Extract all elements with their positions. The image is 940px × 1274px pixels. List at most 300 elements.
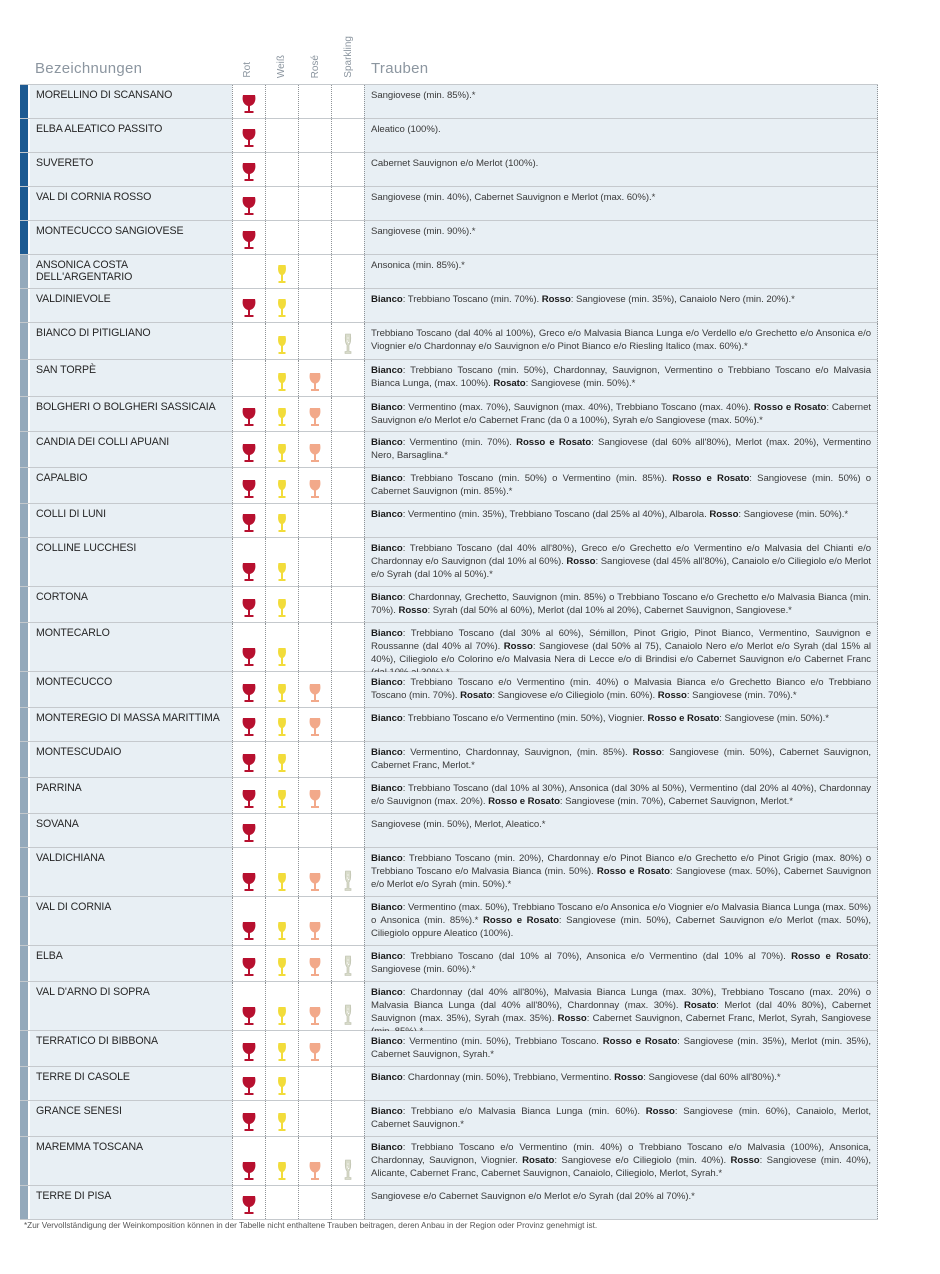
red-column-label: Rot (242, 62, 253, 78)
white-column-label: Weiß (276, 54, 287, 78)
wine-type-label: Rosso e Rosato (602, 1036, 678, 1047)
white-wine-cell (265, 623, 298, 671)
grape-text: : Sangiovese (min. 50%).* (525, 378, 636, 389)
rose-wine-cell (298, 468, 331, 503)
sparkling-wine-cell (331, 538, 364, 586)
grapes-description (364, 946, 878, 981)
white-wine-cell (265, 432, 298, 467)
grape-text: : Chardonnay (min. 50%), Trebbiano, Vermentino. (402, 1072, 615, 1083)
grape-text: : Trebbiano Toscano (dal 10% al 30%), Ansonica (dal 30% al 50%), Vermentino (dal 20% al 40%), Chardonnay e/o Sauvignon (max. 20%). (371, 783, 871, 807)
designation-name: VALDICHIANA (30, 848, 232, 896)
red-wine-cell (232, 672, 265, 707)
table-row (20, 119, 878, 153)
grape-text: : Trebbiano Toscano (dal 30% al 60%), Sémillon, Pinot Grigio, Pinot Bianco, Vermentino, Sauvignon e Roussanne (dal 40% al 70%). (371, 628, 871, 652)
sparkling-wine-cell (331, 432, 364, 467)
wine-type-label: Rosso e Rosato (753, 402, 827, 413)
rose-wine-cell (298, 897, 331, 945)
docg-category-bar (20, 221, 28, 254)
sparkling-wine-cell (331, 623, 364, 671)
red-wine-cell (232, 1137, 265, 1185)
table-row (20, 778, 878, 814)
grape-text: : Sangiovese (min. 35%), Merlot (min. 35%), Cabernet Sauvignon, Syrah.* (371, 1036, 872, 1060)
doc-category-bar (20, 504, 28, 537)
grape-text: : Sangiovese (min. 40%), Alicante, Cabernet Franc, Cabernet Sauvignon, Canaiolo, Ciliegiolo, Merlot, Syrah.* (371, 1155, 871, 1179)
white-wine-cell (265, 1137, 298, 1185)
designation-name: MONTECUCCO (30, 672, 232, 707)
rose-wine-cell (298, 289, 331, 322)
wine-type-label: Bianco (371, 592, 403, 603)
grape-text: : Trebbiano Toscano (min. 50%), Chardonnay, Sauvignon, Vermentino o Trebbiano Toscano e/o Malvasia Bianca Lunga, (max. 100%). (371, 365, 871, 389)
grape-text: : Sangiovese (min. 50%) o Cabernet Sauvignon (min. 85%).* (371, 473, 871, 497)
rose-wine-glass-icon (308, 479, 322, 499)
grape-text: : Chardonnay (dal 40% all'80%), Malvasia Bianca Lunga (max. 30%), Trebbiano Toscano (max. 20%) o Malvasia Bianca Lunga (dal 40% all'80%), Chardonnay (max. 30%). (371, 987, 871, 1011)
wine-type-label: Bianco (371, 437, 403, 448)
red-wine-cell (232, 538, 265, 586)
red-wine-cell (232, 1067, 265, 1100)
doc-category-bar (20, 1067, 28, 1100)
wine-type-label: Rosso e Rosato (596, 866, 670, 877)
sparkling-wine-cell (331, 982, 364, 1030)
designation-name: ANSONICA COSTA DELL'ARGENTARIO (30, 255, 232, 288)
wine-type-label: Rosato (522, 1155, 555, 1166)
red-wine-cell (232, 360, 265, 396)
doc-category-bar (20, 1101, 28, 1136)
grapes-description (364, 814, 878, 847)
designation-name: VAL DI CORNIA ROSSO (30, 187, 232, 220)
rose-wine-cell (298, 153, 331, 186)
doc-category-bar (20, 1186, 28, 1219)
designation-name: CANDIA DEI COLLI APUANI (30, 432, 232, 467)
red-wine-glass-icon (241, 562, 257, 582)
red-wine-cell (232, 778, 265, 813)
grape-text: Sangiovese (min. 85%).* (371, 90, 476, 101)
white-wine-glass-icon (276, 1006, 288, 1026)
grapes-description (364, 504, 878, 537)
red-wine-cell (232, 187, 265, 220)
rose-wine-cell (298, 814, 331, 847)
grapes-description (364, 85, 878, 118)
table-row (20, 85, 878, 119)
rose-wine-glass-icon (308, 1006, 322, 1026)
grape-text: : Trebbiano Toscano (min. 20%), Chardonnay e/o Pinot Bianco e/o Grechetto e/o Pinot Grigio (max. 80%) o Trebbiano Toscano e/o Malvasia Bianca (min. 50%). (371, 853, 871, 877)
red-wine-glass-icon (241, 921, 257, 941)
white-wine-cell (265, 504, 298, 537)
white-wine-cell (265, 848, 298, 896)
red-wine-cell (232, 708, 265, 741)
grape-text: Trebbiano Toscano (dal 40% al 100%), Greco e/o Malvasia Bianca Lunga e/o Verdello e/o Grechetto e/o Ansonica e/o Viognier e/o Chardonnay e/o Sauvignon e/o Pinot Bianco e/o Riesling Italico (max. 60%).* (371, 328, 871, 352)
red-wine-glass-icon (241, 823, 257, 843)
wine-type-label: Rosso (645, 1106, 675, 1117)
sparkling-wine-cell (331, 289, 364, 322)
rose-wine-glass-icon (308, 1161, 322, 1181)
wine-type-label: Bianco (371, 747, 403, 758)
white-wine-glass-icon (276, 683, 288, 703)
grapes-description (364, 432, 878, 467)
grape-text: : Vermentino, Chardonnay, Sauvignon, (min. 85%). (402, 747, 633, 758)
rose-wine-cell (298, 1186, 331, 1219)
docg-category-bar (20, 119, 28, 152)
red-wine-glass-icon (241, 1195, 257, 1215)
sparkling-wine-cell (331, 778, 364, 813)
designations-heading: Bezeichnungen (35, 60, 143, 77)
designation-name: BOLGHERI O BOLGHERI SASSICAIA (30, 397, 232, 431)
grape-text: Sangiovese (min. 90%).* (371, 226, 476, 237)
sparkling-wine-cell (331, 221, 364, 254)
grape-text: : Sangiovese (min. 70%).* (686, 690, 797, 701)
rose-wine-cell (298, 672, 331, 707)
designation-name: MORELLINO DI SCANSANO (30, 85, 232, 118)
wine-type-label: Bianco (371, 853, 403, 864)
white-wine-glass-icon (276, 921, 288, 941)
sparkling-wine-cell (331, 1186, 364, 1219)
sparkling-wine-cell (331, 897, 364, 945)
grapes-description (364, 187, 878, 220)
wine-type-label: Bianco (371, 951, 403, 962)
white-wine-cell (265, 85, 298, 118)
wine-type-label: Rosso e Rosato (791, 951, 869, 962)
table-row (20, 946, 878, 982)
red-wine-cell (232, 1186, 265, 1219)
grapes-description (364, 1101, 878, 1136)
doc-category-bar (20, 1137, 28, 1185)
sparkling-wine-cell (331, 397, 364, 431)
red-wine-cell (232, 85, 265, 118)
sparkling-wine-cell (331, 1101, 364, 1136)
grape-text: : Chardonnay, Grechetto, Sauvignon (min. 85%) o Trebbiano Toscano e/o Grechetto e/o Malvasia Bianca (min. 70%). (371, 592, 871, 616)
grape-text: : Sangiovese (dal 50% al 75), Canaiolo Nero e/o Merlot e/o Syrah (dal 15% al 40%), Ciliegiolo e/o Colorino e/o Malvasia Nera di Lecce e/o di Brindisi e/o Cabernet Sauvignon e/o Cabernet Franc (371, 641, 871, 665)
white-wine-cell (265, 1186, 298, 1219)
red-wine-cell (232, 897, 265, 945)
table-row (20, 848, 878, 897)
grapes-description (364, 538, 878, 586)
wine-type-label: Rosso (632, 747, 662, 758)
designation-name: MONTECARLO (30, 623, 232, 671)
designation-name: SOVANA (30, 814, 232, 847)
rose-wine-glass-icon (308, 443, 322, 463)
wine-type-label: Rosato (683, 1000, 717, 1011)
rose-wine-cell (298, 1137, 331, 1185)
red-wine-cell (232, 397, 265, 431)
table-row (20, 742, 878, 778)
sparkling-wine-glass-icon (343, 1159, 353, 1181)
grape-text: : Sangiovese (min. 60%), Canaiolo, Merlot, Cabernet Sauvignon.* (371, 1106, 871, 1130)
table-row (20, 708, 878, 742)
sparkling-wine-cell (331, 468, 364, 503)
table-row (20, 360, 878, 397)
white-wine-glass-icon (276, 407, 288, 427)
doc-category-bar (20, 587, 28, 622)
grapes-description (364, 153, 878, 186)
table-row (20, 897, 878, 946)
doc-category-bar (20, 742, 28, 777)
designation-name: PARRINA (30, 778, 232, 813)
grapes-description (364, 323, 878, 359)
grapes-description (364, 468, 878, 503)
grape-text: : Vermentino (min. 35%), Trebbiano Toscano (dal 25% al 40%), Albarola. (402, 509, 710, 520)
wine-type-label: Bianco (371, 509, 403, 520)
sparkling-wine-cell (331, 946, 364, 981)
designation-name: ELBA (30, 946, 232, 981)
grapes-description (364, 397, 878, 431)
table-row (20, 1031, 878, 1067)
wine-type-label: Bianco (371, 1106, 403, 1117)
wine-type-label: Bianco (371, 713, 403, 724)
grape-text: : Sangiovese e/o Ciliegiolo (min. 60%). (492, 690, 658, 701)
grape-text: Ansonica (min. 85%).* (371, 260, 465, 271)
grape-text: : Sangiovese (dal 60% all'80%), Merlot (max. 20%), Vermentino Nero, Barsaglina.* (371, 437, 871, 461)
sparkling-wine-cell (331, 187, 364, 220)
designation-name: SAN TORPÈ (30, 360, 232, 396)
wine-type-label: Rosso e Rosato (672, 473, 750, 484)
table-header (20, 30, 878, 84)
grape-text: : Cabernet Sauvignon e/o Merlot e/o Cabernet Franc (da 0 a 100%), Syrah e/o Sangiovese (max. 50%).* (371, 402, 871, 426)
grape-text: : Trebbiano Toscano (dal 10% al 70%), Ansonica e/o Vermentino (dal 10% al 70%). (402, 951, 792, 962)
white-wine-cell (265, 255, 298, 288)
sparkling-wine-cell (331, 360, 364, 396)
grape-text: : Trebbiano Toscano (dal 40% all'80%), Greco e/o Grechetto e/o Vermentino e/o Malvasia del Chianti e/o Chardonnay e/o Sauvignon (dal 10% al 60%). (371, 543, 871, 567)
sparkling-wine-cell (331, 153, 364, 186)
white-wine-cell (265, 153, 298, 186)
doc-category-bar (20, 814, 28, 847)
white-wine-cell (265, 119, 298, 152)
rose-wine-cell (298, 982, 331, 1030)
wine-table-sheet (20, 30, 878, 1220)
grape-text: : Cabernet Sauvignon, Cabernet Franc, Merlot, Syrah, Sangiovese (586, 1013, 871, 1024)
red-wine-glass-icon (241, 789, 257, 809)
wine-type-label: Bianco (371, 543, 403, 554)
wine-type-label: Bianco (371, 902, 403, 913)
grapes-description (364, 623, 878, 671)
white-wine-glass-icon (276, 372, 288, 392)
rose-wine-glass-icon (308, 789, 322, 809)
doc-category-bar (20, 538, 28, 586)
table-row (20, 538, 878, 587)
sparkling-wine-cell (331, 708, 364, 741)
designation-name: CAPALBIO (30, 468, 232, 503)
wine-type-label: Bianco (371, 1072, 403, 1083)
grape-text: : Sangiovese (dal 45% all'80%), Canaiolo e/o Ciliegiolo e/o Merlot e/o Syrah (dal 10% al 50%).* (371, 556, 871, 580)
wine-type-label: Bianco (371, 473, 403, 484)
doc-category-bar (20, 778, 28, 813)
white-wine-glass-icon (276, 957, 288, 977)
rose-wine-cell (298, 187, 331, 220)
red-wine-cell (232, 432, 265, 467)
grapes-description (364, 742, 878, 777)
sparkling-wine-cell (331, 119, 364, 152)
red-wine-cell (232, 323, 265, 359)
red-wine-glass-icon (241, 872, 257, 892)
table-row (20, 153, 878, 187)
doc-category-bar (20, 672, 28, 707)
doc-category-bar (20, 708, 28, 741)
designation-name: ELBA ALEATICO PASSITO (30, 119, 232, 152)
red-wine-cell (232, 119, 265, 152)
table-row (20, 187, 878, 221)
wine-type-label: Bianco (371, 365, 403, 376)
wine-type-label: Rosso (657, 690, 687, 701)
sparkling-wine-cell (331, 1137, 364, 1185)
sparkling-wine-glass-icon (343, 1004, 353, 1026)
grapes-description (364, 1031, 878, 1066)
wine-type-label: Rosso (709, 509, 739, 520)
sparkling-wine-glass-icon (343, 955, 353, 977)
rose-wine-cell (298, 538, 331, 586)
rose-wine-cell (298, 1101, 331, 1136)
white-wine-glass-icon (276, 1112, 288, 1132)
wine-type-label: Rosato (493, 378, 526, 389)
rose-wine-glass-icon (308, 372, 322, 392)
white-wine-cell (265, 814, 298, 847)
wine-type-label: Rosso (398, 605, 428, 616)
docg-category-bar (20, 187, 28, 220)
red-wine-glass-icon (241, 753, 257, 773)
white-wine-cell (265, 468, 298, 503)
rose-wine-cell (298, 1067, 331, 1100)
grape-text: : Vermentino (min. 50%), Trebbiano Toscano. (402, 1036, 603, 1047)
rose-wine-glass-icon (308, 717, 322, 737)
wine-type-label: Rosso (614, 1072, 644, 1083)
white-wine-glass-icon (276, 789, 288, 809)
grape-text: : Sangiovese (dal 60% all'80%).* (643, 1072, 781, 1083)
doc-category-bar (20, 397, 28, 431)
rose-wine-cell (298, 587, 331, 622)
doc-category-bar (20, 360, 28, 396)
sparkling-wine-cell (331, 742, 364, 777)
doc-category-bar (20, 468, 28, 503)
wine-type-label: Bianco (371, 628, 403, 639)
grapes-description (364, 778, 878, 813)
designation-name: TERRATICO DI BIBBONA (30, 1031, 232, 1066)
doc-category-bar (20, 897, 28, 945)
rose-wine-cell (298, 1031, 331, 1066)
grapes-description (364, 587, 878, 622)
doc-category-bar (20, 323, 28, 359)
sparkling-column-label: Sparkling (343, 36, 354, 78)
grape-text: : Vermentino (min. 70%). (402, 437, 517, 448)
grape-text: : Syrah (dal 50% al 60%), Merlot (dal 10% al 20%), Cabernet Sauvignon, Sangiovese.* (427, 605, 792, 616)
red-wine-cell (232, 255, 265, 288)
red-wine-cell (232, 1101, 265, 1136)
docg-category-bar (20, 85, 28, 118)
docg-category-bar (20, 153, 28, 186)
table-row (20, 504, 878, 538)
designation-name: TERRE DI CASOLE (30, 1067, 232, 1100)
grapes-description (364, 1186, 878, 1219)
rose-wine-cell (298, 432, 331, 467)
designation-name: COLLI DI LUNI (30, 504, 232, 537)
designation-name: COLLINE LUCCHESI (30, 538, 232, 586)
rose-wine-cell (298, 946, 331, 981)
white-wine-cell (265, 587, 298, 622)
rose-wine-cell (298, 742, 331, 777)
white-wine-glass-icon (276, 298, 288, 318)
grape-text: : Trebbiano Toscano e/o Vermentino (min. 40%) o Malvasia Bianca e/o Grechetto Bianco e/o Trebbiano Toscano (min. 70%). (371, 677, 871, 701)
designation-name: MONTESCUDAIO (30, 742, 232, 777)
white-wine-glass-icon (276, 872, 288, 892)
white-wine-glass-icon (276, 264, 288, 284)
designation-name: SUVERETO (30, 153, 232, 186)
grapes-description (364, 708, 878, 741)
grapes-description (364, 119, 878, 152)
wine-type-label: Rosso e Rosato (516, 437, 592, 448)
table-row (20, 323, 878, 360)
grape-text: : Sangiovese (min. 70%), Cabernet Sauvignon, Merlot.* (559, 796, 793, 807)
grape-text: : Sangiovese (max. 50%), Cabernet Sauvignon e/o Merlot e/o Syrah (min. 50%).* (371, 866, 871, 890)
wine-type-label: Bianco (371, 294, 403, 305)
table-row (20, 255, 878, 289)
wine-type-label: Bianco (371, 1142, 403, 1153)
red-wine-cell (232, 587, 265, 622)
grapes-description (364, 221, 878, 254)
table-row (20, 587, 878, 623)
sparkling-wine-cell (331, 323, 364, 359)
wine-type-label: Rosso e Rosato (488, 796, 560, 807)
red-wine-glass-icon (241, 1076, 257, 1096)
grapes-description (364, 848, 878, 896)
red-wine-cell (232, 946, 265, 981)
wine-type-label: Rosato (460, 690, 493, 701)
sparkling-wine-cell (331, 255, 364, 288)
grape-text: : Trebbiano Toscano e/o Vermentino (min. 50%), Viognier. (402, 713, 648, 724)
wine-type-label: Bianco (371, 1036, 403, 1047)
grape-text: : Trebbiano e/o Malvasia Bianca Lunga (min. 60%). (402, 1106, 646, 1117)
table-row (20, 397, 878, 432)
red-wine-glass-icon (241, 717, 257, 737)
white-wine-cell (265, 1031, 298, 1066)
grape-text: Cabernet Sauvignon e/o Merlot (100%). (371, 158, 539, 169)
rose-wine-cell (298, 397, 331, 431)
red-wine-glass-icon (241, 407, 257, 427)
red-wine-cell (232, 623, 265, 671)
wine-type-label: Rosso (566, 556, 596, 567)
table-row (20, 1137, 878, 1186)
wine-table (20, 84, 878, 1220)
white-wine-cell (265, 672, 298, 707)
white-wine-cell (265, 289, 298, 322)
grape-text: : Vermentino (max. 70%), Sauvignon (max. 40%), Trebbiano Toscano (max. 40%). (402, 402, 754, 413)
red-wine-glass-icon (241, 94, 257, 114)
red-wine-glass-icon (241, 128, 257, 148)
red-wine-glass-icon (241, 196, 257, 216)
grape-text: : Sangiovese e/o Ciliegiolo (min. 40%). (554, 1155, 731, 1166)
wine-type-label: Bianco (371, 402, 403, 413)
wine-type-label: Rosso (503, 641, 533, 652)
grape-text: : Sangiovese (min. 60%).* (371, 951, 871, 975)
doc-category-bar (20, 1031, 28, 1066)
grape-text: : Trebbiano Toscano (min. 50%) o Vermentino (min. 85%). (402, 473, 673, 484)
red-wine-glass-icon (241, 1112, 257, 1132)
white-wine-glass-icon (276, 562, 288, 582)
wine-type-label: Rosso e Rosato (647, 713, 720, 724)
table-row (20, 468, 878, 504)
grapes-description (364, 1067, 878, 1100)
grape-text: : Merlot (dal 40% 80%), Cabernet Sauvignon (max. 35%), Syrah (max. 35%). (371, 1000, 871, 1024)
rose-wine-cell (298, 255, 331, 288)
red-wine-glass-icon (241, 479, 257, 499)
white-wine-cell (265, 360, 298, 396)
white-wine-glass-icon (276, 647, 288, 667)
designation-name: VAL D'ARNO DI SOPRA (30, 982, 232, 1030)
table-row (20, 1186, 878, 1220)
designation-name: MONTEREGIO DI MASSA MARITTIMA (30, 708, 232, 741)
rose-wine-cell (298, 623, 331, 671)
white-wine-glass-icon (276, 513, 288, 533)
wine-type-label: Bianco (371, 677, 403, 688)
white-wine-glass-icon (276, 598, 288, 618)
table-row (20, 221, 878, 255)
table-row (20, 814, 878, 848)
red-wine-glass-icon (241, 513, 257, 533)
